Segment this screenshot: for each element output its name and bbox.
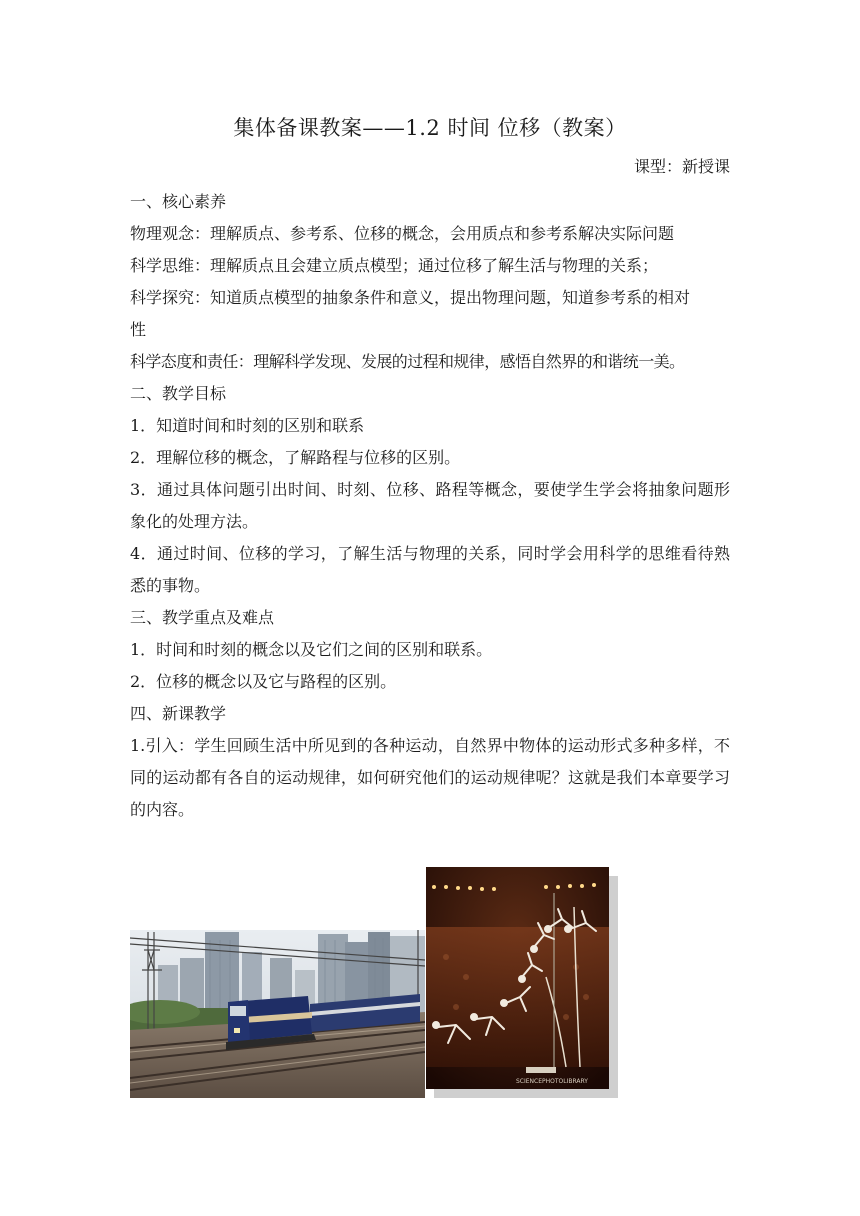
core-literacy-line: 科学思维：理解质点且会建立质点模型；通过位移了解生活与物理的关系； — [130, 256, 659, 275]
train-photo — [130, 930, 425, 1098]
key-point-item: 2．位移的概念以及它与路程的区别。 — [130, 672, 397, 691]
teaching-goal-item: 4．通过时间、位移的学习，了解生活与物理的关系，同时学会用科学的思维看待熟悉的事物。 — [130, 544, 730, 595]
section-heading-core-literacy: 一、核心素养 — [130, 192, 227, 211]
core-literacy-line: 物理观念：理解质点、参考系、位移的概念，会用质点和参考系解决实际问题 — [130, 224, 675, 243]
key-point-item: 1．时间和时刻的概念以及它们之间的区别和联系。 — [130, 640, 493, 659]
core-literacy-line: 科学态度和责任：理解科学发现、发展的过程和规律，感悟自然界的和谐统一美。 — [130, 352, 685, 371]
section-heading-teaching-goals: 二、教学目标 — [130, 384, 227, 403]
document-title: 集体备课教案——1.2 时间 位移（教案） — [233, 116, 627, 140]
teaching-goal-item: 2．理解位移的概念，了解路程与位移的区别。 — [130, 448, 461, 467]
core-literacy-line: 科学探究：知道质点模型的抽象条件和意义，提出物理问题，知道参考系的相对 — [130, 288, 691, 307]
teaching-goal-item: 1．知道时间和时刻的区别和联系 — [130, 416, 365, 435]
section-heading-key-points: 三、教学重点及难点 — [130, 608, 275, 627]
course-type-label: 课型：新授课 — [633, 157, 730, 176]
new-lesson-intro: 1.引入：学生回顾生活中所见到的各种运动，自然界中物体的运动形式多种多样，不同的运动都有各自的运动规律，如何研究他们的运动规律呢？这就是我们本章要学习的内容。 — [130, 736, 730, 819]
watermark-text: SCIENCEPHOTOLIBRARY — [516, 1078, 588, 1085]
teaching-goal-item: 3．通过具体问题引出时间、时刻、位移、路程等概念，要使学生学会将抽象问题形象化的处理方法。 — [130, 480, 730, 531]
section-heading-new-lesson: 四、新课教学 — [130, 704, 227, 723]
core-literacy-line: 性 — [130, 320, 147, 339]
pole-vault-photo — [426, 867, 609, 1089]
document-body — [130, 186, 730, 826]
